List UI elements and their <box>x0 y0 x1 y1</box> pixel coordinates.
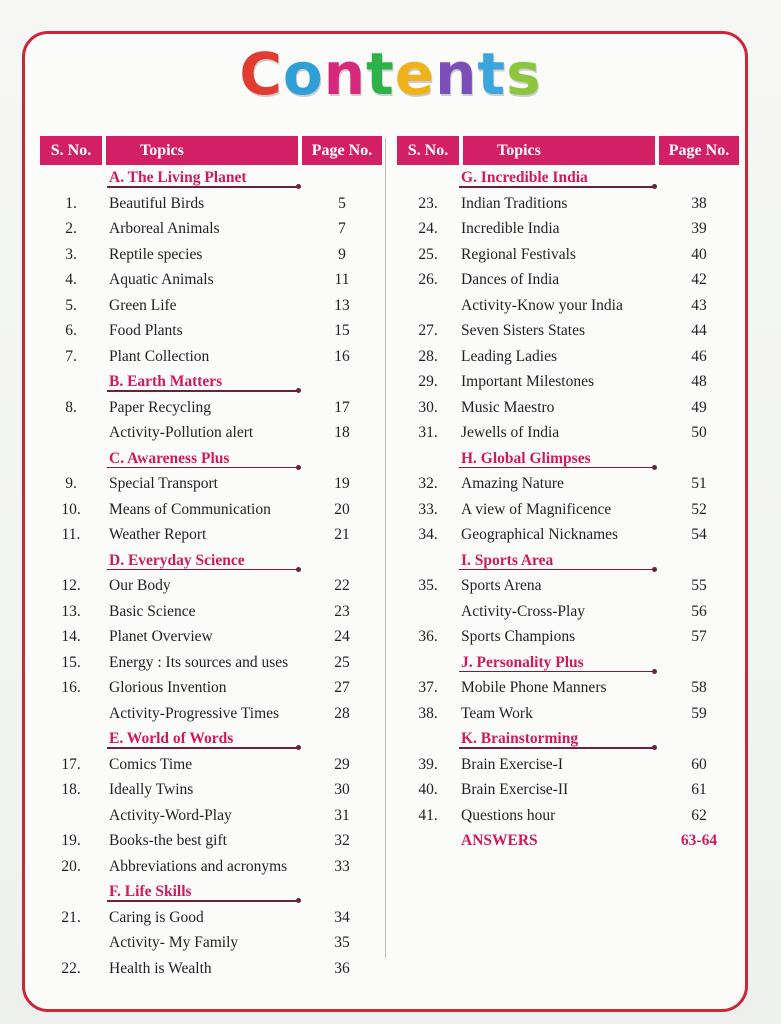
page-number: 51 <box>691 475 707 492</box>
page-number: 36 <box>334 959 350 977</box>
page-number: 29 <box>334 755 350 773</box>
section-title: H. Global Glimpses <box>461 449 591 467</box>
section-title: J. Personality Plus <box>461 653 584 671</box>
serial-number: 35. <box>418 577 438 594</box>
serial-number: 32. <box>418 475 438 492</box>
table-row <box>397 344 739 370</box>
section-title: F. Life Skills <box>109 883 192 900</box>
serial-number: 27. <box>418 322 438 339</box>
serial-number: 38. <box>418 704 438 722</box>
topic-title: Arboreal Animals <box>109 220 220 237</box>
page-number: 15 <box>334 322 350 339</box>
topic-title: Brain Exercise-II <box>461 781 569 798</box>
topic-title: Activity-Cross-Play <box>461 602 585 620</box>
topic-title: Geographical Nicknames <box>461 526 619 543</box>
table-row <box>40 242 382 268</box>
serial-number: 4. <box>65 271 77 288</box>
serial-number: 10. <box>61 500 81 518</box>
table-row <box>40 344 382 370</box>
section-title: K. Brainstorming <box>461 730 579 747</box>
serial-number: 9. <box>65 475 77 492</box>
table-row <box>40 905 382 931</box>
topic-title: Plant Collection <box>109 347 210 365</box>
page-number: 38 <box>691 194 707 212</box>
topic-title: Important Milestones <box>461 373 595 390</box>
page-number: 43 <box>691 296 707 314</box>
topic-title: ANSWERS <box>461 832 538 849</box>
table-header <box>397 136 739 165</box>
section-underline <box>459 186 655 188</box>
serial-number: 13. <box>61 602 81 620</box>
topic-title: Caring is Good <box>109 908 204 926</box>
table-row <box>40 828 382 854</box>
page-number: 9 <box>338 245 346 263</box>
table-row <box>397 420 739 446</box>
topic-title: Paper Recycling <box>109 398 212 416</box>
table-row <box>40 420 382 446</box>
section-title: G. Incredible India <box>461 169 588 186</box>
section-heading-row <box>397 650 739 676</box>
table-row <box>40 650 382 676</box>
page-number: 61 <box>691 781 707 798</box>
contents-rows-right <box>397 165 739 854</box>
section-heading-row <box>397 726 739 752</box>
title-letter: t <box>366 40 395 108</box>
table-row <box>397 369 739 395</box>
page-number: 39 <box>691 220 707 237</box>
serial-number: 22. <box>61 959 81 977</box>
table-row <box>397 497 739 523</box>
table-row <box>397 216 739 242</box>
table-row <box>40 522 382 548</box>
page-number: 57 <box>691 628 707 645</box>
serial-number: 30. <box>418 398 438 416</box>
section-underline <box>459 747 655 749</box>
topic-title: Indian Traditions <box>461 194 568 212</box>
serial-number: 6. <box>65 322 77 339</box>
topic-title: Aquatic Animals <box>109 271 214 288</box>
topic-title: Activity-Word-Play <box>109 806 232 824</box>
section-title: A. The Living Planet <box>109 169 247 186</box>
serial-number: 31. <box>418 424 438 441</box>
serial-number: 40. <box>418 781 438 798</box>
page-number: 7 <box>338 220 346 237</box>
topic-title: Activity-Know your India <box>461 296 623 314</box>
page-number: 44 <box>691 322 707 339</box>
section-heading-row <box>40 548 382 574</box>
page-number: 35 <box>334 934 350 951</box>
answers-row <box>397 828 739 854</box>
header-page-no: Page No. <box>302 136 382 165</box>
section-heading-row <box>397 446 739 472</box>
page-number: 46 <box>691 347 707 365</box>
table-row <box>40 497 382 523</box>
serial-number: 17. <box>61 755 81 773</box>
table-row <box>40 803 382 829</box>
section-underline <box>107 569 299 571</box>
serial-number: 23. <box>418 194 438 212</box>
table-row <box>397 777 739 803</box>
section-underline <box>107 747 299 749</box>
header-topics: Topics <box>106 136 298 165</box>
page-number: 17 <box>334 398 350 416</box>
table-row <box>397 803 739 829</box>
page-number: 28 <box>334 704 350 722</box>
page-number: 30 <box>334 781 350 798</box>
page-number: 18 <box>334 424 350 441</box>
section-title: E. World of Words <box>109 730 234 747</box>
serial-number: 37. <box>418 679 438 696</box>
section-underline <box>107 900 299 902</box>
table-row <box>40 267 382 293</box>
section-title: B. Earth Matters <box>109 373 223 390</box>
topic-title: Weather Report <box>109 526 207 543</box>
serial-number: 11. <box>61 526 81 543</box>
topic-title: Beautiful Birds <box>109 194 205 212</box>
topic-title: Abbreviations and acronyms <box>109 857 288 875</box>
table-row <box>40 930 382 956</box>
topic-title: Energy : Its sources and uses <box>109 653 289 671</box>
table-row <box>40 777 382 803</box>
topic-title: Brain Exercise-I <box>461 755 563 773</box>
serial-number: 8. <box>65 398 77 416</box>
serial-number: 20. <box>61 857 81 875</box>
page-number: 32 <box>334 832 350 849</box>
table-row <box>397 267 739 293</box>
table-row <box>40 624 382 650</box>
serial-number: 36. <box>418 628 438 645</box>
section-title: I. Sports Area <box>461 551 554 569</box>
topic-title: Jewells of India <box>461 424 560 441</box>
section-underline <box>459 569 655 571</box>
page-number: 31 <box>334 806 350 824</box>
table-row <box>40 471 382 497</box>
contents-title <box>0 40 781 110</box>
page-number: 33 <box>334 857 350 875</box>
page-number: 48 <box>691 373 707 390</box>
page-number: 62 <box>691 806 707 824</box>
serial-number: 3. <box>65 245 77 263</box>
serial-number: 29. <box>418 373 438 390</box>
serial-number: 15. <box>61 653 81 671</box>
section-heading-row <box>40 879 382 905</box>
serial-number: 33. <box>418 500 438 518</box>
table-row <box>397 573 739 599</box>
topic-title: Green Life <box>109 296 177 314</box>
table-row <box>397 471 739 497</box>
section-heading-row <box>397 165 739 191</box>
topic-title: Special Transport <box>109 475 218 492</box>
serial-number: 5. <box>65 296 77 314</box>
serial-number: 26. <box>418 271 438 288</box>
page-number: 55 <box>691 577 707 594</box>
header-sno: S. No. <box>397 136 459 165</box>
topic-title: Planet Overview <box>109 628 213 645</box>
section-title: D. Everyday Science <box>109 551 245 569</box>
serial-number: 1. <box>65 194 77 212</box>
topic-title: Basic Science <box>109 602 196 620</box>
title-letter: e <box>394 40 436 108</box>
table-row <box>40 573 382 599</box>
serial-number: 2. <box>65 220 77 237</box>
table-row <box>40 599 382 625</box>
topic-title: Team Work <box>461 704 533 722</box>
serial-number: 21. <box>61 908 81 926</box>
section-heading-row <box>40 726 382 752</box>
column-divider <box>385 138 386 958</box>
header-page-no: Page No. <box>659 136 739 165</box>
header-sno: S. No. <box>40 136 102 165</box>
topic-title: Activity-Progressive Times <box>109 704 280 722</box>
table-row <box>40 675 382 701</box>
contents-rows-left <box>40 165 382 981</box>
title-letter: s <box>506 40 542 108</box>
page-number: 16 <box>334 347 350 365</box>
serial-number: 41. <box>418 806 438 824</box>
serial-number: 25. <box>418 245 438 263</box>
topic-title: Regional Festivals <box>461 245 576 263</box>
section-underline <box>107 390 299 392</box>
page-number: 24 <box>334 628 350 645</box>
section-underline <box>459 671 655 673</box>
topic-title: Books-the best gift <box>109 832 227 849</box>
table-row <box>40 216 382 242</box>
contents-table-right <box>397 136 739 854</box>
page-number: 22 <box>334 577 350 594</box>
page-number: 59 <box>691 704 707 722</box>
title-letter: n <box>435 40 478 108</box>
topic-title: Music Maestro <box>461 398 555 416</box>
title-letter: n <box>323 40 367 108</box>
page-number: 42 <box>691 271 707 288</box>
table-row <box>397 701 739 727</box>
page-number: 21 <box>334 526 350 543</box>
page-number: 52 <box>691 500 707 518</box>
table-row <box>40 395 382 421</box>
title-letter: t <box>477 40 507 108</box>
page-number: 58 <box>691 679 707 696</box>
topic-title: Leading Ladies <box>461 347 557 365</box>
table-row <box>397 293 739 319</box>
topic-title: Our Body <box>109 577 171 594</box>
page-number: 56 <box>691 602 707 620</box>
table-row <box>40 701 382 727</box>
topic-title: Ideally Twins <box>109 781 194 798</box>
section-underline <box>107 467 299 469</box>
serial-number: 24. <box>418 220 438 237</box>
serial-number: 28. <box>418 347 438 365</box>
page-number: 11 <box>334 271 350 288</box>
table-row <box>40 854 382 880</box>
serial-number: 18. <box>61 781 81 798</box>
serial-number: 14. <box>61 628 81 645</box>
table-row <box>40 956 382 982</box>
section-underline <box>107 186 299 188</box>
page-number: 5 <box>338 194 346 212</box>
topic-title: Seven Sisters States <box>461 322 585 339</box>
table-row <box>397 675 739 701</box>
section-underline <box>459 467 655 469</box>
table-row <box>397 752 739 778</box>
table-row <box>40 752 382 778</box>
table-row <box>397 318 739 344</box>
title-letter: o <box>282 40 324 108</box>
page-number: 60 <box>691 755 707 773</box>
topic-title: Activity- My Family <box>109 934 239 951</box>
topic-title: Amazing Nature <box>461 475 564 492</box>
topic-title: Comics Time <box>109 755 193 773</box>
topic-title: Glorious Invention <box>109 679 227 696</box>
serial-number: 19. <box>61 832 81 849</box>
table-header <box>40 136 382 165</box>
serial-number: 34. <box>418 526 438 543</box>
table-row <box>40 293 382 319</box>
page-number: 23 <box>334 602 350 620</box>
page-number: 40 <box>691 245 707 263</box>
section-heading-row <box>397 548 739 574</box>
page-number: 54 <box>691 526 707 543</box>
section-heading-row <box>40 165 382 191</box>
topic-title: Reptile species <box>109 245 203 263</box>
table-row <box>397 599 739 625</box>
section-title: C. Awareness Plus <box>109 449 230 467</box>
page-number: 13 <box>334 296 350 314</box>
page-number: 27 <box>334 679 350 696</box>
topic-title: Activity-Pollution alert <box>109 424 254 441</box>
topic-title: Health is Wealth <box>109 959 212 977</box>
topic-title: Sports Arena <box>461 577 542 594</box>
serial-number: 39. <box>418 755 438 773</box>
page-number: 63-64 <box>680 832 718 849</box>
contents-table-left <box>40 136 382 981</box>
page-number: 50 <box>691 424 707 441</box>
topic-title: Questions hour <box>461 806 556 824</box>
topic-title: Means of Communication <box>109 500 271 518</box>
serial-number: 16. <box>61 679 81 696</box>
page-number: 20 <box>334 500 350 518</box>
topic-title: A view of Magnificence <box>461 500 612 518</box>
table-row <box>40 191 382 217</box>
page-number: 19 <box>334 475 350 492</box>
section-heading-row <box>40 369 382 395</box>
page-number: 25 <box>334 653 350 671</box>
section-heading-row <box>40 446 382 472</box>
topic-title: Mobile Phone Manners <box>461 679 607 696</box>
header-topics: Topics <box>463 136 655 165</box>
topic-title: Dances of India <box>461 271 560 288</box>
table-row <box>397 624 739 650</box>
table-row <box>397 395 739 421</box>
page-number: 34 <box>334 908 350 926</box>
topic-title: Incredible India <box>461 220 560 237</box>
title-letter: C <box>239 40 283 108</box>
table-row <box>397 242 739 268</box>
table-row <box>397 191 739 217</box>
table-row <box>40 318 382 344</box>
topic-title: Food Plants <box>109 322 183 339</box>
serial-number: 12. <box>61 577 81 594</box>
page-number: 49 <box>691 398 707 416</box>
table-row <box>397 522 739 548</box>
topic-title: Sports Champions <box>461 628 576 645</box>
serial-number: 7. <box>65 347 77 365</box>
